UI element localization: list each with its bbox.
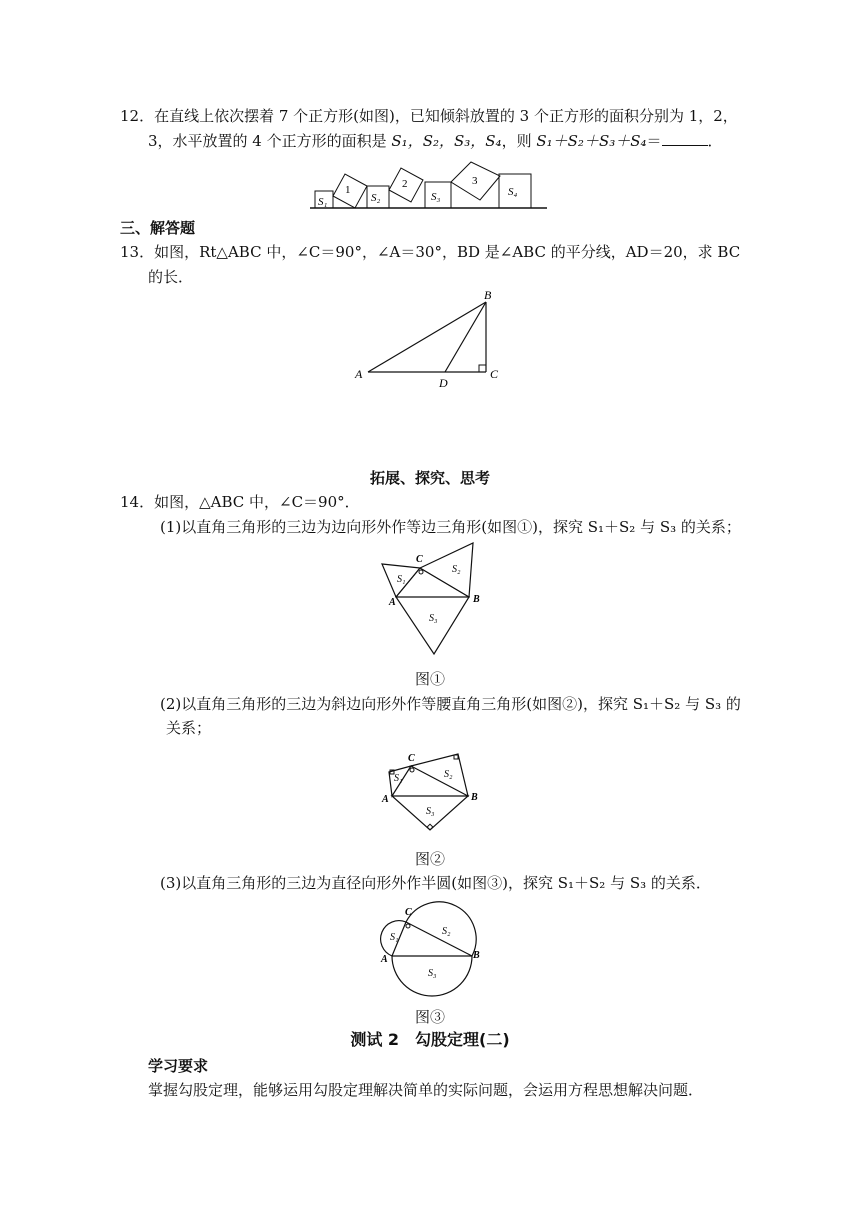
fig3-b-label: B [473,950,480,961]
fig2-s1-label: S₁ [394,773,403,784]
fig1-a-label: A [389,597,396,608]
fig2-s2-label: S₂ [444,769,453,780]
q14-figure-3 [372,900,492,1000]
fig1-b-label: B [473,594,480,605]
q12-text-a: 3，水平放置的 4 个正方形的面积是 [148,132,392,150]
answer-blank [662,131,708,146]
point-a-label: A [355,367,363,381]
q14-part2-line2: 关系； [166,719,212,737]
q14-line1: 14．如图，△ABC 中，∠C＝90°． [120,493,360,511]
fig3-s1-label: S₁ [390,932,399,943]
sq-label-2: 2 [402,178,408,190]
fig3-s2-label: S₂ [442,926,451,937]
q13-line1: 13．如图，Rt△ABC 中，∠C＝90°，∠A＝30°，BD 是∠ABC 的平分线，AD＝20，求 BC [120,243,741,261]
fig1-s1-label: S₁ [397,574,406,585]
point-d-label: D [439,376,448,390]
q12-squares-figure [305,160,550,216]
figure-1-caption: 图① [414,670,445,688]
q14-part1: (1)以直角三角形的三边为边向形外作等边三角形(如图①)，探究 S₁＋S₂ 与 S₃ 的关系； [160,518,741,536]
q12-line2 [148,131,723,151]
sq-label-s4: S₄ [508,186,518,198]
q13-triangle-figure [350,286,510,392]
q13-line2: 的长． [148,268,194,286]
sq-label-1: 1 [345,184,351,196]
fig1-c-label: C [416,554,423,565]
fig1-s3-label: S₃ [429,613,438,624]
fig2-s3-label: S₃ [426,806,435,817]
sq-label-s1: S₁ [318,196,328,208]
sq-label-3: 3 [472,175,478,187]
fig2-b-label: B [471,792,478,803]
fig3-c-label: C [405,907,412,918]
q12-text-c: ＝ [646,132,662,150]
q14-part3: (3)以直角三角形的三边为直径向形外作半圆(如图③)，探究 S₁＋S₂ 与 S₃ 的关系． [160,874,711,892]
q12-text-end: ． [707,132,723,150]
point-b-label: B [484,288,492,302]
q14-figure-1 [376,540,496,658]
study-requirements-text: 掌握勾股定理，能够运用勾股定理解决简单的实际问题，会运用方程思想解决问题． [148,1081,704,1099]
q14-part2-line1: (2)以直角三角形的三边为斜边向形外作等腰直角三角形(如图②)，探究 S₁＋S₂ 与 S₃ 的 [160,695,741,713]
fig3-a-label: A [381,954,388,965]
fig3-s3-label: S₃ [428,968,437,979]
sq-label-s3: S₃ [431,191,441,203]
test2-title: 测试 2 勾股定理(二) [350,1030,510,1049]
section-heading: 三、解答题 [120,219,196,237]
q12-s-sum: S₁＋S₂＋S₃＋S₄ [536,132,647,150]
fig2-a-label: A [382,794,389,805]
fig1-s2-label: S₂ [452,564,461,575]
fig2-c-label: C [408,753,415,764]
figure-3-caption: 图③ [414,1008,445,1026]
q12-line1: 12．在直线上依次摆着 7 个正方形(如图)，已知倾斜放置的 3 个正方形的面积分别为 1，2， [120,107,738,125]
sq-label-s2: S₂ [371,192,381,204]
extension-title: 拓展、探究、思考 [369,469,490,487]
q14-figure-2 [378,748,488,836]
figure-2-caption: 图② [414,850,445,868]
q12-s-list: S₁，S₂，S₃，S₄ [391,132,502,150]
point-c-label: C [490,367,499,381]
q12-text-b: ，则 [501,132,537,150]
study-requirements-heading: 学习要求 [148,1057,209,1075]
